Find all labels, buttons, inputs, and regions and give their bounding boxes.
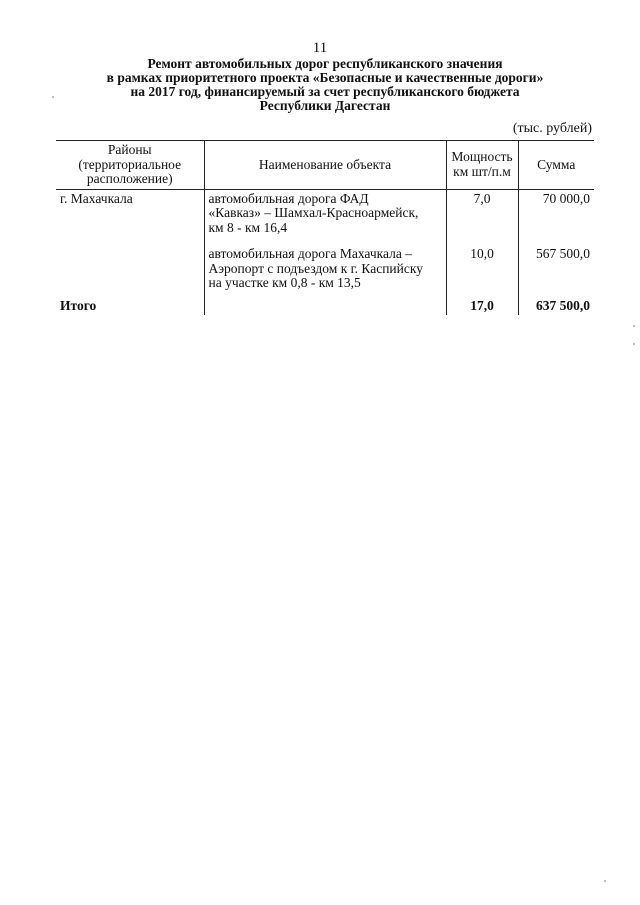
title-line: на 2017 год, финансируемый за счет республиканского бюджета bbox=[130, 84, 520, 99]
header-district-line: расположение) bbox=[86, 171, 173, 186]
header-district bbox=[56, 141, 204, 190]
scan-speck bbox=[633, 325, 635, 327]
cell-district: г. Махачкала bbox=[60, 190, 133, 206]
units-label: (тыс. рублей) bbox=[512, 121, 592, 136]
object-line: автомобильная дорога Махачкала – bbox=[208, 246, 412, 261]
total-object-empty bbox=[204, 293, 446, 316]
table-row bbox=[56, 189, 594, 237]
header-capacity-line: км шт/п.м bbox=[453, 163, 511, 179]
title-line: в рамках приоритетного проекта «Безопасные и качественные дороги» bbox=[106, 70, 544, 85]
object-line: Аэропорт с подъездом к г. Каспийску bbox=[208, 260, 423, 276]
cell-sum: 567 500,0 bbox=[518, 245, 594, 293]
cell-capacity: 7,0 bbox=[446, 189, 518, 237]
road-repair-table bbox=[56, 140, 594, 315]
scan-speck bbox=[52, 96, 54, 98]
header-sum: Сумма bbox=[518, 141, 594, 190]
object-line: автомобильная дорога ФАД bbox=[208, 190, 369, 206]
header-capacity-line: Мощность bbox=[451, 149, 513, 165]
header-object: Наименование объекта bbox=[204, 141, 446, 190]
total-label: Итого bbox=[60, 297, 97, 313]
header-district-line: (территориальное bbox=[78, 156, 182, 172]
object-line: на участке км 0,8 - км 13,5 bbox=[208, 275, 361, 290]
cell-object bbox=[204, 189, 446, 237]
scan-speck bbox=[633, 343, 635, 345]
table-header-row bbox=[56, 141, 594, 190]
cell-district bbox=[56, 245, 204, 293]
total-capacity: 17,0 bbox=[446, 293, 518, 316]
scan-speck bbox=[604, 880, 606, 882]
object-line: «Кавказ» – Шамхал-Красноармейск, bbox=[208, 205, 419, 220]
object-line: км 8 - км 16,4 bbox=[208, 219, 288, 235]
row-spacer bbox=[56, 237, 594, 245]
table-row bbox=[56, 245, 594, 293]
total-row bbox=[56, 293, 594, 316]
title-line: Республики Дагестан bbox=[259, 98, 391, 113]
document-title bbox=[60, 57, 590, 113]
cell-capacity: 10,0 bbox=[446, 245, 518, 293]
total-sum: 637 500,0 bbox=[518, 293, 594, 316]
cell-sum: 70 000,0 bbox=[518, 189, 594, 237]
header-district-line: Районы bbox=[107, 142, 152, 157]
header-capacity bbox=[446, 141, 518, 190]
page-number: 11 bbox=[312, 40, 328, 56]
cell-object bbox=[204, 245, 446, 293]
title-line: Ремонт автомобильных дорог республиканского значения bbox=[147, 56, 503, 71]
